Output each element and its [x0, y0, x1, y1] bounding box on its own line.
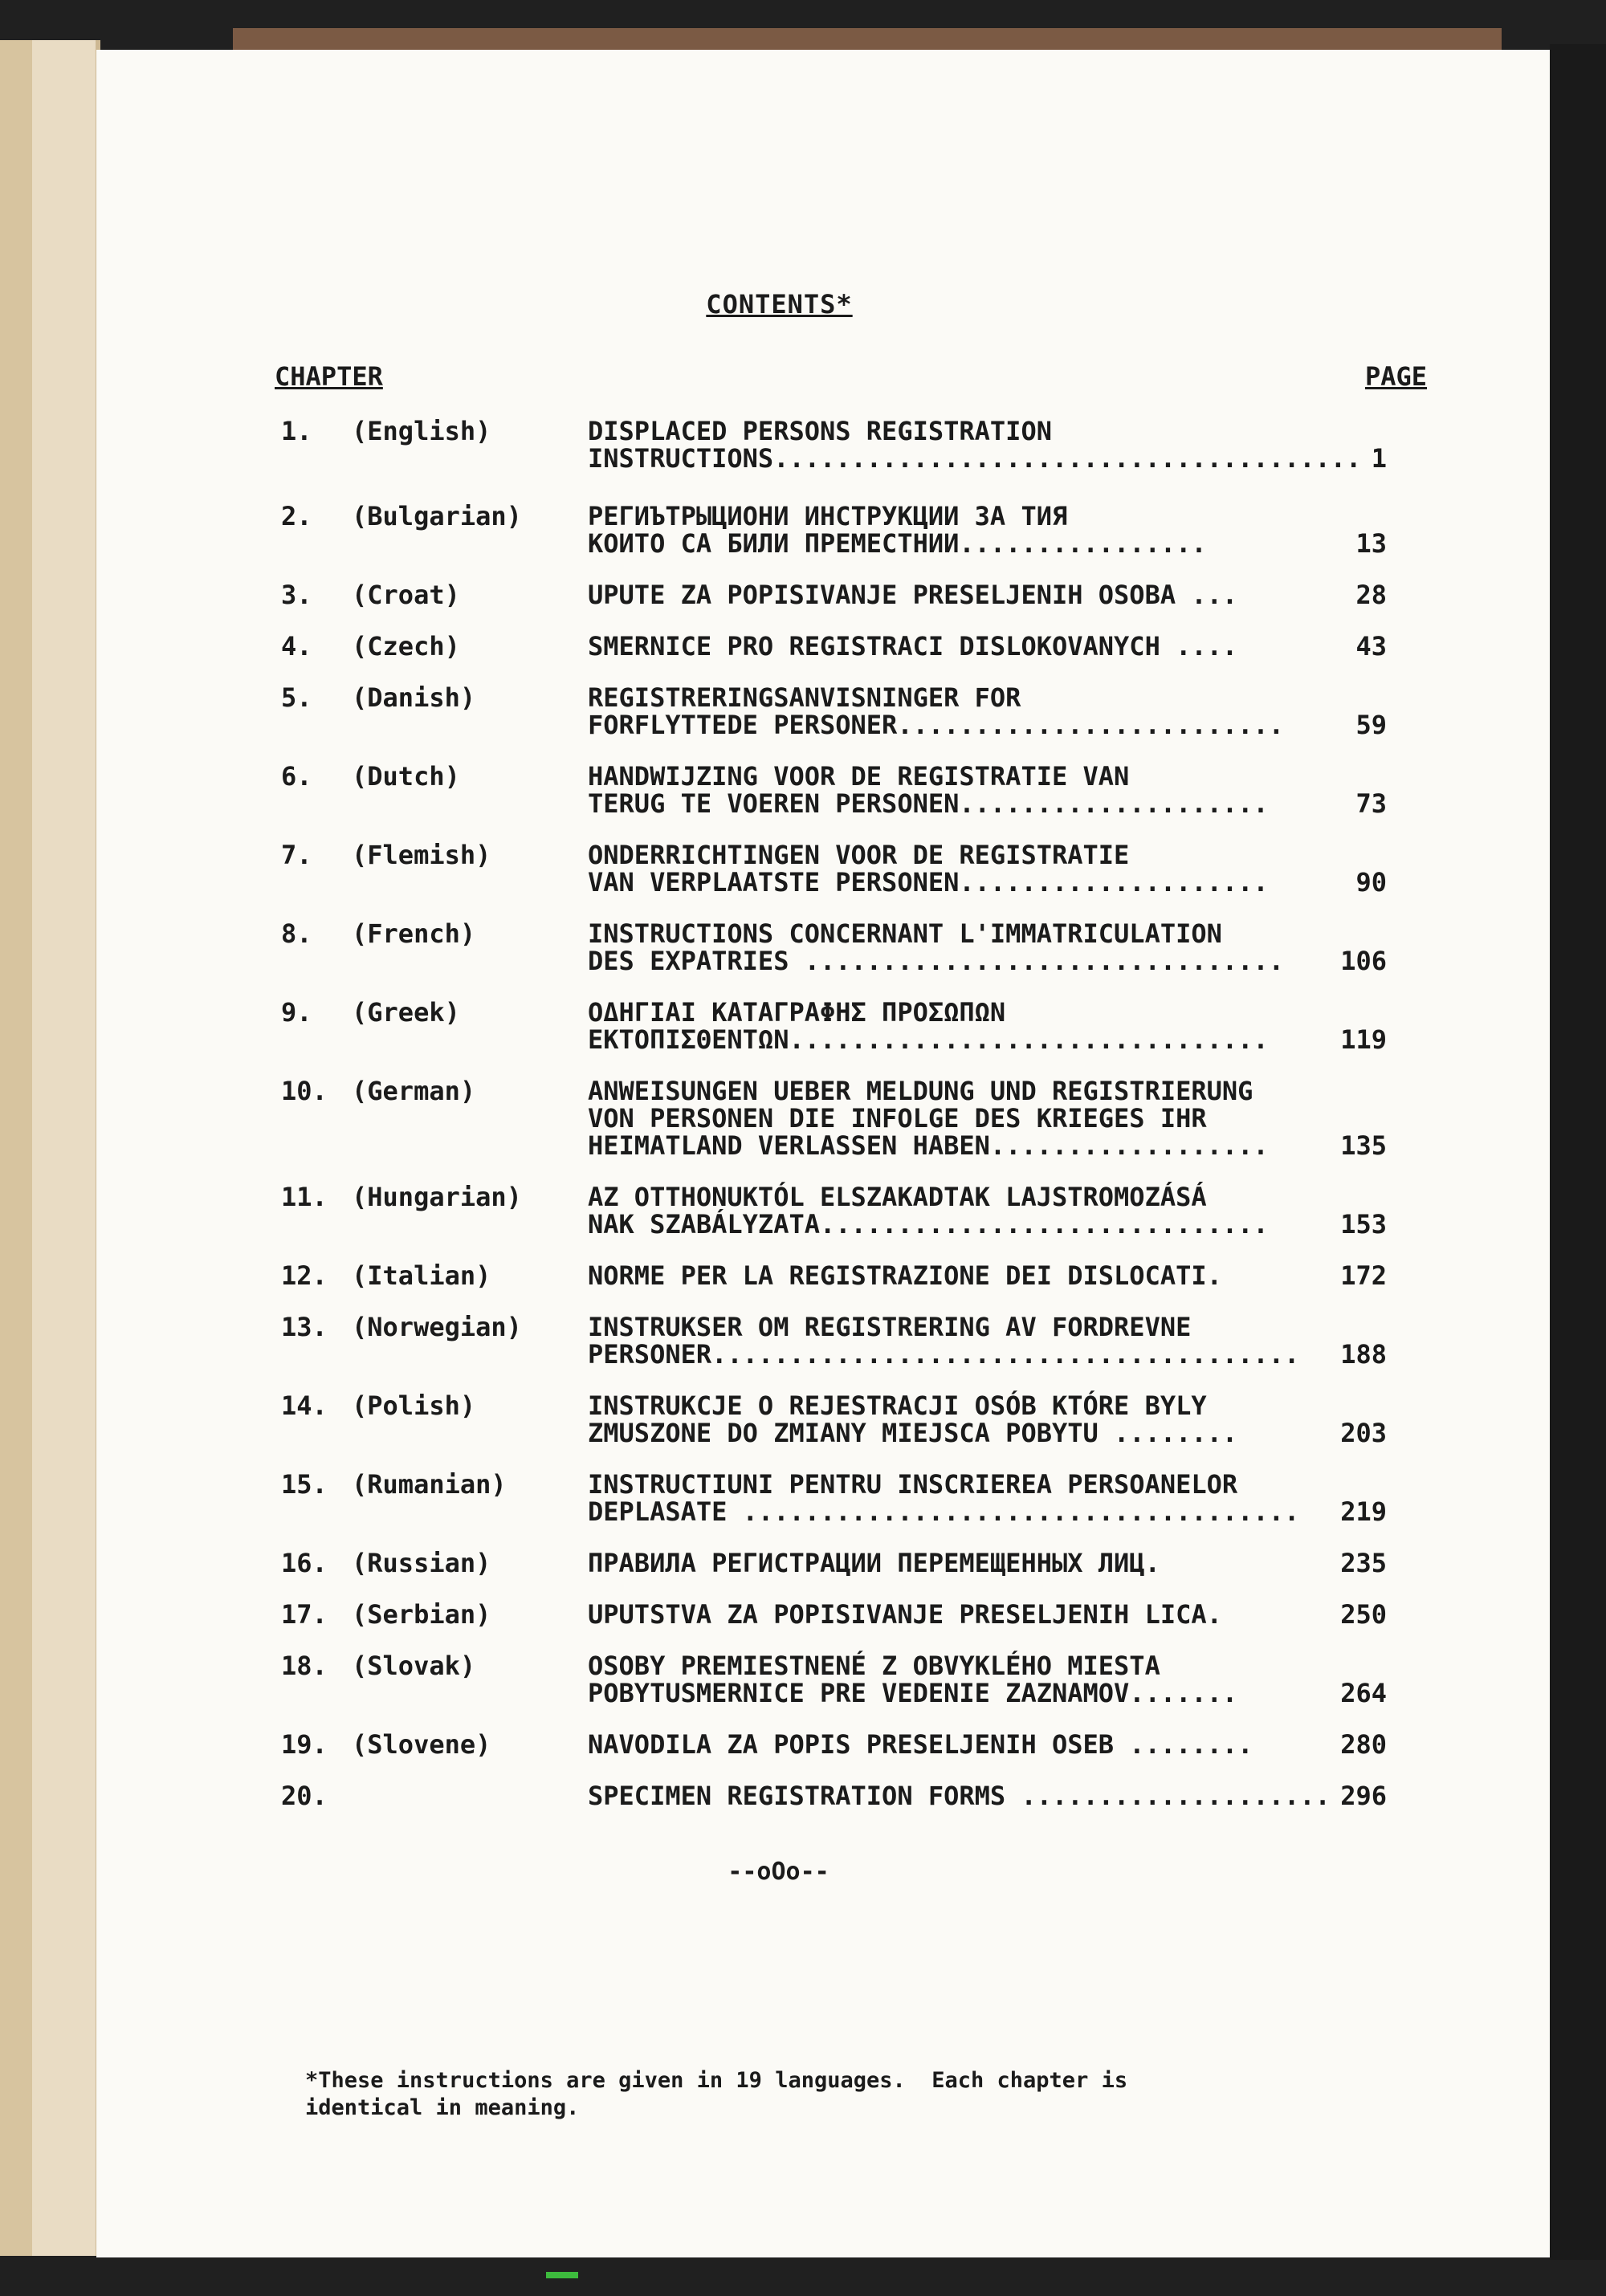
chapter-language: (Danish): [352, 682, 476, 713]
chapter-title-line: ПРАВИЛА РЕГИСТРАЦИИ ПЕРЕМЕЩЕННЫХ ЛИЦ.: [588, 1548, 1160, 1578]
page-number: 172: [1340, 1260, 1387, 1291]
scanner-edge: [1550, 44, 1606, 2260]
page-number: 296: [1340, 1781, 1387, 1811]
chapter-title-line: HANDWIJZING VOOR DE REGISTRATIE VAN: [588, 761, 1130, 792]
toc-entry: [178, 1262, 1427, 1289]
chapter-title: [588, 684, 1294, 739]
chapter-language: (Russian): [352, 1548, 491, 1578]
chapter-title-line: NORME PER LA REGISTRAZIONE DEI DISLOCATI.: [588, 1260, 1222, 1291]
toc-entry: [178, 1782, 1427, 1810]
chapter-language: (Dutch): [352, 761, 460, 792]
chapter-number: 18.: [281, 1651, 328, 1681]
chapter-title-line: OSOBY PREMIESTNENÉ Z OBVYKLÉHO MIESTA: [588, 1651, 1160, 1681]
chapter-title: [588, 1652, 1294, 1707]
chapter-title-line: INSTRUKCJE O REJESTRACJI OSÓB KTÓRE BYLY: [588, 1390, 1207, 1421]
page-header: PAGE: [1364, 361, 1427, 392]
page-number: 106: [1340, 946, 1387, 976]
page-number: 28: [1355, 580, 1387, 610]
chapter-language: (Slovak): [352, 1651, 476, 1681]
chapter-title: [588, 1469, 1300, 1527]
toc-entry: [178, 1652, 1427, 1707]
chapter-title-line: PERSONER......................................: [588, 1339, 1300, 1370]
chapter-title-line: UPUTE ZA POPISIVANJE PRESELJENIH OSOBA ...: [588, 580, 1238, 610]
chapter-number: 4.: [281, 631, 312, 662]
page-number: 135: [1340, 1130, 1387, 1161]
toc-entry: [178, 1313, 1427, 1368]
chapter-number: 14.: [281, 1390, 328, 1421]
chapter-number: 9.: [281, 997, 312, 1028]
chapter-language: (Slovene): [352, 1729, 491, 1760]
chapter-title-line: КОИТО СА БИЛИ ПРЕМЕСТНИИ................: [588, 528, 1207, 559]
toc-entry: [178, 1549, 1427, 1577]
chapter-title: [588, 581, 1294, 609]
page-number: 235: [1340, 1548, 1387, 1578]
chapter-title: [588, 503, 1294, 557]
chapter-number: 19.: [281, 1729, 328, 1760]
chapter-number: 7.: [281, 840, 312, 870]
chapter-language: (Serbian): [352, 1599, 491, 1630]
chapter-title-line: ANWEISUNGEN UEBER MELDUNG UND REGISTRIERUNG: [588, 1076, 1253, 1106]
chapter-language: (French): [352, 918, 476, 949]
chapter-number: 10.: [281, 1076, 328, 1106]
chapter-number: 20.: [281, 1781, 328, 1811]
chapter-title-line: РЕГИЪТРЫЦИОНИ ИНСТРУКЦИИ ЗА ТИЯ: [588, 501, 1068, 531]
toc-entry: [178, 417, 1427, 472]
chapter-title: [588, 1601, 1294, 1628]
chapter-number: 1.: [281, 416, 312, 446]
chapter-title: [588, 1549, 1294, 1577]
footnote-line: identical in meaning.: [305, 2095, 580, 2120]
page-number: 203: [1340, 1418, 1387, 1448]
toc-entry: [178, 1471, 1427, 1525]
chapter-title: [588, 1731, 1294, 1758]
chapter-number: 12.: [281, 1260, 328, 1291]
chapter-title-line: VAN VERPLAATSTE PERSONEN....................: [588, 867, 1269, 898]
chapter-title-line: SMERNICE PRO REGISTRACI DISLOKOVANYCH ....: [588, 631, 1238, 662]
chapter-title-line: INSTRUCTIUNI PENTRU INSCRIEREA PERSOANELOR: [588, 1469, 1238, 1500]
toc-entry: [178, 841, 1427, 896]
chapter-title: [588, 1392, 1294, 1447]
toc-entry: [178, 503, 1427, 557]
chapter-title-line: ONDERRICHTINGEN VOOR DE REGISTRATIE: [588, 840, 1130, 870]
chapter-title: [588, 1312, 1300, 1370]
chapter-title: [588, 1781, 1331, 1811]
chapter-title-line: INSTRUCTIONS......................................: [588, 443, 1362, 474]
page-number: 153: [1340, 1209, 1387, 1240]
chapter-title: [588, 633, 1294, 660]
chapter-title-line: ZMUSZONE DO ZMIANY MIEJSCA POBYTU ........: [588, 1418, 1238, 1448]
toc-entry: [178, 1731, 1427, 1758]
toc-entry: [178, 920, 1427, 975]
chapter-number: 16.: [281, 1548, 328, 1578]
binding-shadow: [0, 40, 32, 2256]
chapter-language: (Bulgarian): [352, 501, 522, 531]
toc-entry: [178, 581, 1427, 609]
chapter-title-line: FORFLYTTEDE PERSONER.........................: [588, 710, 1284, 740]
chapter-title-line: INSTRUCTIONS CONCERNANT L'IMMATRICULATION: [588, 918, 1222, 949]
chapter-title-line: ΟΔΗΓΙΑΙ ΚΑΤΑΓΡΑΦΗΣ ΠΡΟΣΩΠΩΝ: [588, 997, 1006, 1028]
page-number: 73: [1355, 788, 1387, 819]
chapter-language: (Czech): [352, 631, 460, 662]
table-of-contents: [178, 417, 1427, 1810]
contents-section: [178, 289, 1427, 1886]
chapter-title-line: POBYTUSMERNICE PRE VEDENIE ZAZNAMOV.......: [588, 1678, 1238, 1708]
toc-entry: [178, 1392, 1427, 1447]
page-number: 264: [1340, 1678, 1387, 1708]
page-title: CONTENTS*: [706, 289, 853, 320]
chapter-title-line: AZ OTTHONUKTÓL ELSZAKADTAK LAJSTROMOZÁSÁ: [588, 1182, 1207, 1212]
footnote-line: *These instructions are given in 19 languages. Each chapter is: [305, 2068, 1128, 2093]
chapter-language: (Greek): [352, 997, 460, 1028]
toc-entry: [178, 633, 1427, 660]
chapter-language: (Polish): [352, 1390, 476, 1421]
chapter-title-line: DEPLASATE ....................................: [588, 1496, 1300, 1527]
page-number: 219: [1340, 1496, 1387, 1527]
page-number: 250: [1340, 1599, 1387, 1630]
chapter-title-line: INSTRUKSER OM REGISTRERING AV FORDREVNE: [588, 1312, 1192, 1342]
footnote: [305, 2067, 1269, 2122]
chapter-title-line: TERUG TE VOEREN PERSONEN....................: [588, 788, 1269, 819]
chapter-number: 5.: [281, 682, 312, 713]
page-number: 280: [1340, 1729, 1387, 1760]
chapter-title: [588, 1262, 1294, 1289]
chapter-language: (Croat): [352, 580, 460, 610]
chapter-language: (Flemish): [352, 840, 491, 870]
chapter-title-line: ΕΚΤΟΠΙΣΘΕΝΤΩΝ...............................: [588, 1024, 1269, 1055]
toc-entry: [178, 1077, 1427, 1159]
chapter-language: (Rumanian): [352, 1469, 507, 1500]
chapter-title-line: UPUTSTVA ZA POPISIVANJE PRESELJENIH LICA.: [588, 1599, 1222, 1630]
chapter-title-line: HEIMATLAND VERLASSEN HABEN..................: [588, 1130, 1269, 1161]
toc-entry: [178, 1183, 1427, 1238]
chapter-title: [588, 763, 1294, 817]
chapter-number: 3.: [281, 580, 312, 610]
page-number: 1: [1371, 443, 1387, 474]
chapter-number: 8.: [281, 918, 312, 949]
chapter-title: [588, 416, 1362, 474]
chapter-number: 11.: [281, 1182, 328, 1212]
chapter-title-line: DISPLACED PERSONS REGISTRATION: [588, 416, 1052, 446]
chapter-number: 15.: [281, 1469, 328, 1500]
chapter-title-line: NAVODILA ZA POPIS PRESELJENIH OSEB ........: [588, 1729, 1253, 1760]
page-number: 119: [1340, 1024, 1387, 1055]
chapter-language: (Italian): [352, 1260, 491, 1291]
chapter-title-line: DES EXPATRIES ...............................: [588, 946, 1284, 976]
page-number: 90: [1355, 867, 1387, 898]
chapter-language: (German): [352, 1076, 476, 1106]
chapter-title: [588, 920, 1294, 975]
chapter-language: (Norwegian): [352, 1312, 522, 1342]
page-number: 43: [1355, 631, 1387, 662]
chapter-title-line: REGISTRERINGSANVISNINGER FOR: [588, 682, 1021, 713]
chapter-title: [588, 1183, 1294, 1238]
chapter-number: 2.: [281, 501, 312, 531]
chapter-number: 17.: [281, 1599, 328, 1630]
page-number: 59: [1355, 710, 1387, 740]
page-number: 188: [1340, 1339, 1387, 1370]
chapter-title-line: SPECIMEN REGISTRATION FORMS ....................: [588, 1781, 1331, 1811]
page-number: 13: [1355, 528, 1387, 559]
chapter-number: 13.: [281, 1312, 328, 1342]
chapter-title: [588, 1077, 1294, 1159]
chapter-language: (English): [352, 416, 491, 446]
toc-entry: [178, 1601, 1427, 1628]
chapter-title-line: VON PERSONEN DIE INFOLGE DES KRIEGES IHR: [588, 1103, 1207, 1134]
chapter-title-line: NAK SZABÁLYZATA.............................: [588, 1209, 1269, 1240]
toc-entry: [178, 684, 1427, 739]
toc-entry: [178, 999, 1427, 1053]
chapter-language: (Hungarian): [352, 1182, 522, 1212]
chapter-title: [588, 841, 1294, 896]
chapter-title: [588, 999, 1294, 1053]
green-marker: [546, 2272, 578, 2278]
chapter-number: 6.: [281, 761, 312, 792]
toc-entry: [178, 763, 1427, 817]
column-headers: [178, 361, 1427, 401]
chapter-header: CHAPTER: [275, 361, 383, 392]
divider: --oOo--: [728, 1858, 829, 1886]
